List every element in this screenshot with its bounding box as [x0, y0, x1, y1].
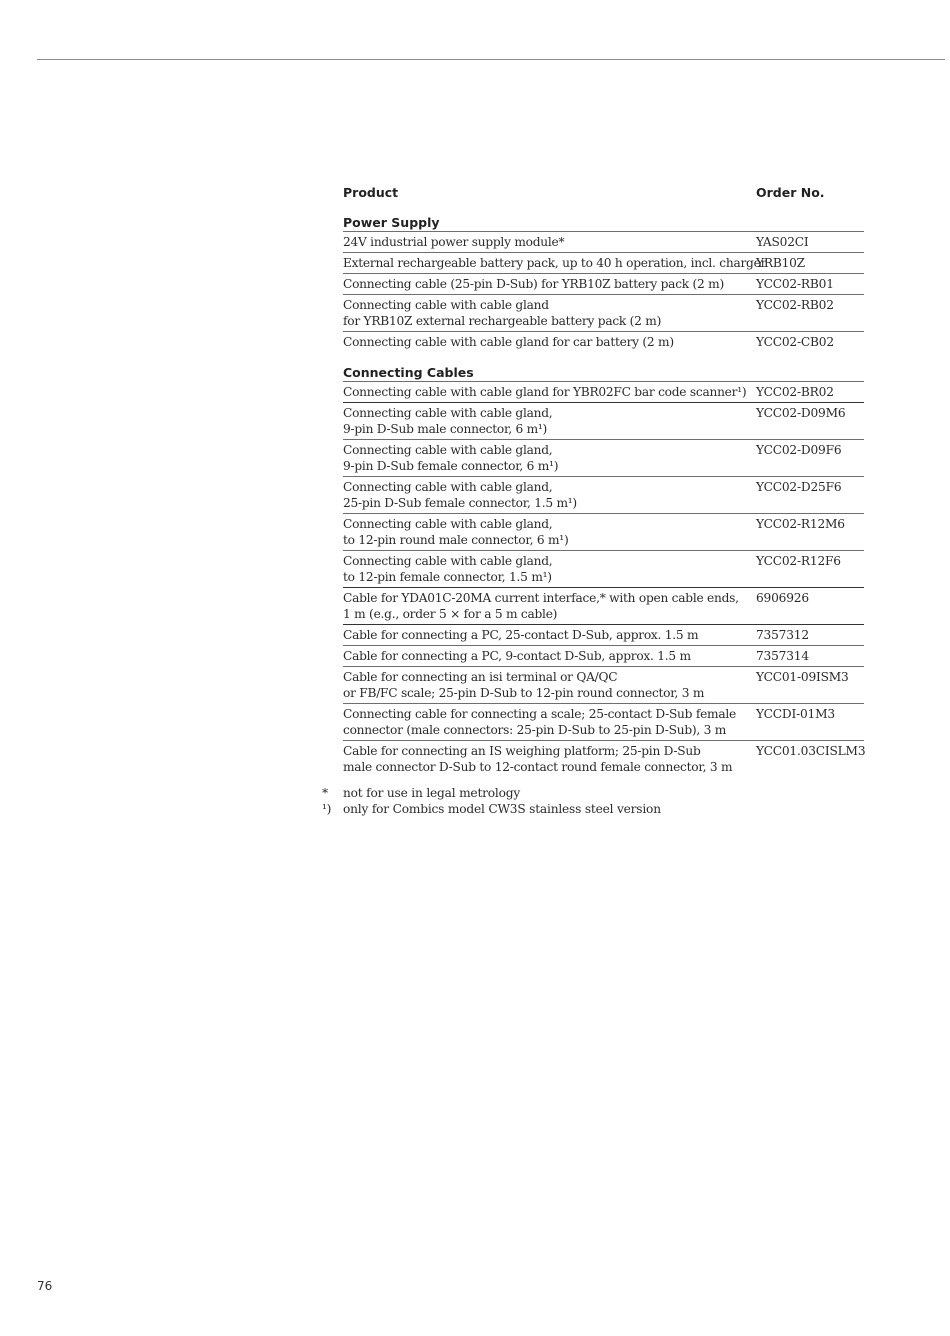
product-name	[343, 669, 756, 701]
table-row	[343, 587, 864, 624]
product-name-line: Cable for connecting a PC, 25-contact D-Sub, approx. 1.5 m	[343, 628, 699, 642]
product-name	[343, 442, 756, 474]
order-number: 6906926	[756, 591, 809, 605]
product-name-line: 9-pin D-Sub male connector, 6 m¹)	[343, 422, 548, 436]
product-name-line: Cable for connecting a PC, 9-contact D-Sub, approx. 1.5 m	[343, 649, 691, 663]
power-supply-table	[343, 215, 864, 352]
order-number: YAS02CI	[756, 235, 809, 249]
product-name	[343, 334, 756, 350]
product-name	[343, 590, 756, 622]
product-name-line: Connecting cable with cable gland for YBR02FC bar code scanner¹)	[343, 385, 747, 399]
product-name-line: to 12-pin round male connector, 6 m¹)	[343, 533, 569, 547]
order-no-column-header: Order No.	[756, 185, 825, 200]
product-name-line: 1 m (e.g., order 5 × for a 5 m cable)	[343, 607, 558, 621]
footnote-text: not for use in legal metrology	[343, 786, 521, 800]
order-number: YRB10Z	[756, 256, 805, 270]
table-row	[343, 252, 864, 273]
product-name	[343, 706, 756, 738]
top-rule	[37, 59, 945, 60]
product-name-line: Connecting cable with cable gland,	[343, 554, 553, 568]
product-name-line: Connecting cable with cable gland	[343, 298, 549, 312]
table-row	[343, 294, 864, 331]
table-row	[343, 703, 864, 740]
table-row	[343, 740, 864, 777]
table-row	[343, 476, 864, 513]
product-name-line: Cable for connecting an isi terminal or QA/QC	[343, 670, 618, 684]
table-row	[343, 273, 864, 294]
table-row	[343, 513, 864, 550]
product-name-line: 24V industrial power supply module*	[343, 235, 565, 249]
product-name	[343, 553, 756, 585]
product-name	[343, 297, 756, 329]
order-number: YCC02-RB01	[756, 277, 834, 291]
footnotes	[322, 785, 661, 817]
footnote	[322, 785, 661, 801]
product-name-line: Connecting cable with cable gland,	[343, 480, 553, 494]
footnote-mark: ¹)	[322, 802, 332, 816]
table-row	[343, 666, 864, 703]
product-name	[343, 648, 756, 664]
order-number: 7357314	[756, 649, 809, 663]
table-row	[343, 550, 864, 587]
footnote-mark: *	[322, 786, 328, 800]
product-name	[343, 255, 767, 271]
product-name	[343, 627, 756, 643]
order-number: YCC02-D25F6	[756, 480, 842, 494]
order-number: YCC02-CB02	[756, 335, 834, 349]
order-number: 7357312	[756, 628, 809, 642]
order-number: YCC02-D09F6	[756, 443, 842, 457]
product-name	[343, 743, 756, 775]
page-number: 76	[37, 1279, 53, 1293]
product-name-line: Connecting cable for connecting a scale; 25-contact D-Sub female	[343, 707, 736, 721]
table-row	[343, 402, 864, 439]
order-number: YCC02-D09M6	[756, 406, 846, 420]
table-row	[343, 381, 864, 402]
product-name-line: male connector D-Sub to 12-contact round female connector, 3 m	[343, 760, 733, 774]
product-name	[343, 516, 756, 548]
order-number: YCC02-R12M6	[756, 517, 845, 531]
order-number: YCC02-RB02	[756, 298, 834, 312]
product-name	[343, 276, 756, 292]
table-row	[343, 624, 864, 645]
order-number: YCCDI-01M3	[756, 707, 835, 721]
product-name-line: Connecting cable (25-pin D-Sub) for YRB10Z battery pack (2 m)	[343, 277, 724, 291]
product-name-line: Connecting cable with cable gland,	[343, 406, 553, 420]
product-name-line: Connecting cable with cable gland,	[343, 443, 553, 457]
product-name-line: to 12-pin female connector, 1.5 m¹)	[343, 570, 552, 584]
order-number: YCC01.03CISLM3	[756, 744, 866, 758]
product-name-line: or FB/FC scale; 25-pin D-Sub to 12-pin round connector, 3 m	[343, 686, 705, 700]
table-row	[343, 439, 864, 476]
product-name-line: connector (male connectors: 25-pin D-Sub to 25-pin D-Sub), 3 m	[343, 723, 727, 737]
product-name-line: 9-pin D-Sub female connector, 6 m¹)	[343, 459, 559, 473]
table-row	[343, 331, 864, 352]
product-name-line: for YRB10Z external rechargeable battery pack (2 m)	[343, 314, 662, 328]
product-name	[343, 405, 756, 437]
section-title-power-supply: Power Supply	[343, 215, 440, 230]
table-row	[343, 231, 864, 252]
order-number: YCC01-09ISM3	[756, 670, 849, 684]
product-name-line: 25-pin D-Sub female connector, 1.5 m¹)	[343, 496, 577, 510]
product-name-line: Cable for connecting an IS weighing platform; 25-pin D-Sub	[343, 744, 701, 758]
product-name	[343, 234, 756, 250]
product-name-line: External rechargeable battery pack, up to 40 h operation, incl. charger	[343, 256, 767, 270]
connecting-cables-rows	[343, 381, 864, 777]
footnote-text: only for Combics model CW3S stainless steel version	[343, 802, 661, 816]
connecting-cables-table	[343, 365, 864, 777]
product-name	[343, 384, 756, 400]
order-number: YCC02-BR02	[756, 385, 834, 399]
table-row	[343, 645, 864, 666]
section-title-connecting-cables: Connecting Cables	[343, 365, 474, 380]
product-name-line: Connecting cable with cable gland for car battery (2 m)	[343, 335, 674, 349]
power-supply-rows	[343, 231, 864, 352]
footnote	[322, 801, 661, 817]
order-number: YCC02-R12F6	[756, 554, 841, 568]
product-name-line: Connecting cable with cable gland,	[343, 517, 553, 531]
product-name	[343, 479, 756, 511]
product-name-line: Cable for YDA01C-20MA current interface,* with open cable ends,	[343, 591, 739, 605]
product-column-header: Product	[343, 185, 399, 200]
